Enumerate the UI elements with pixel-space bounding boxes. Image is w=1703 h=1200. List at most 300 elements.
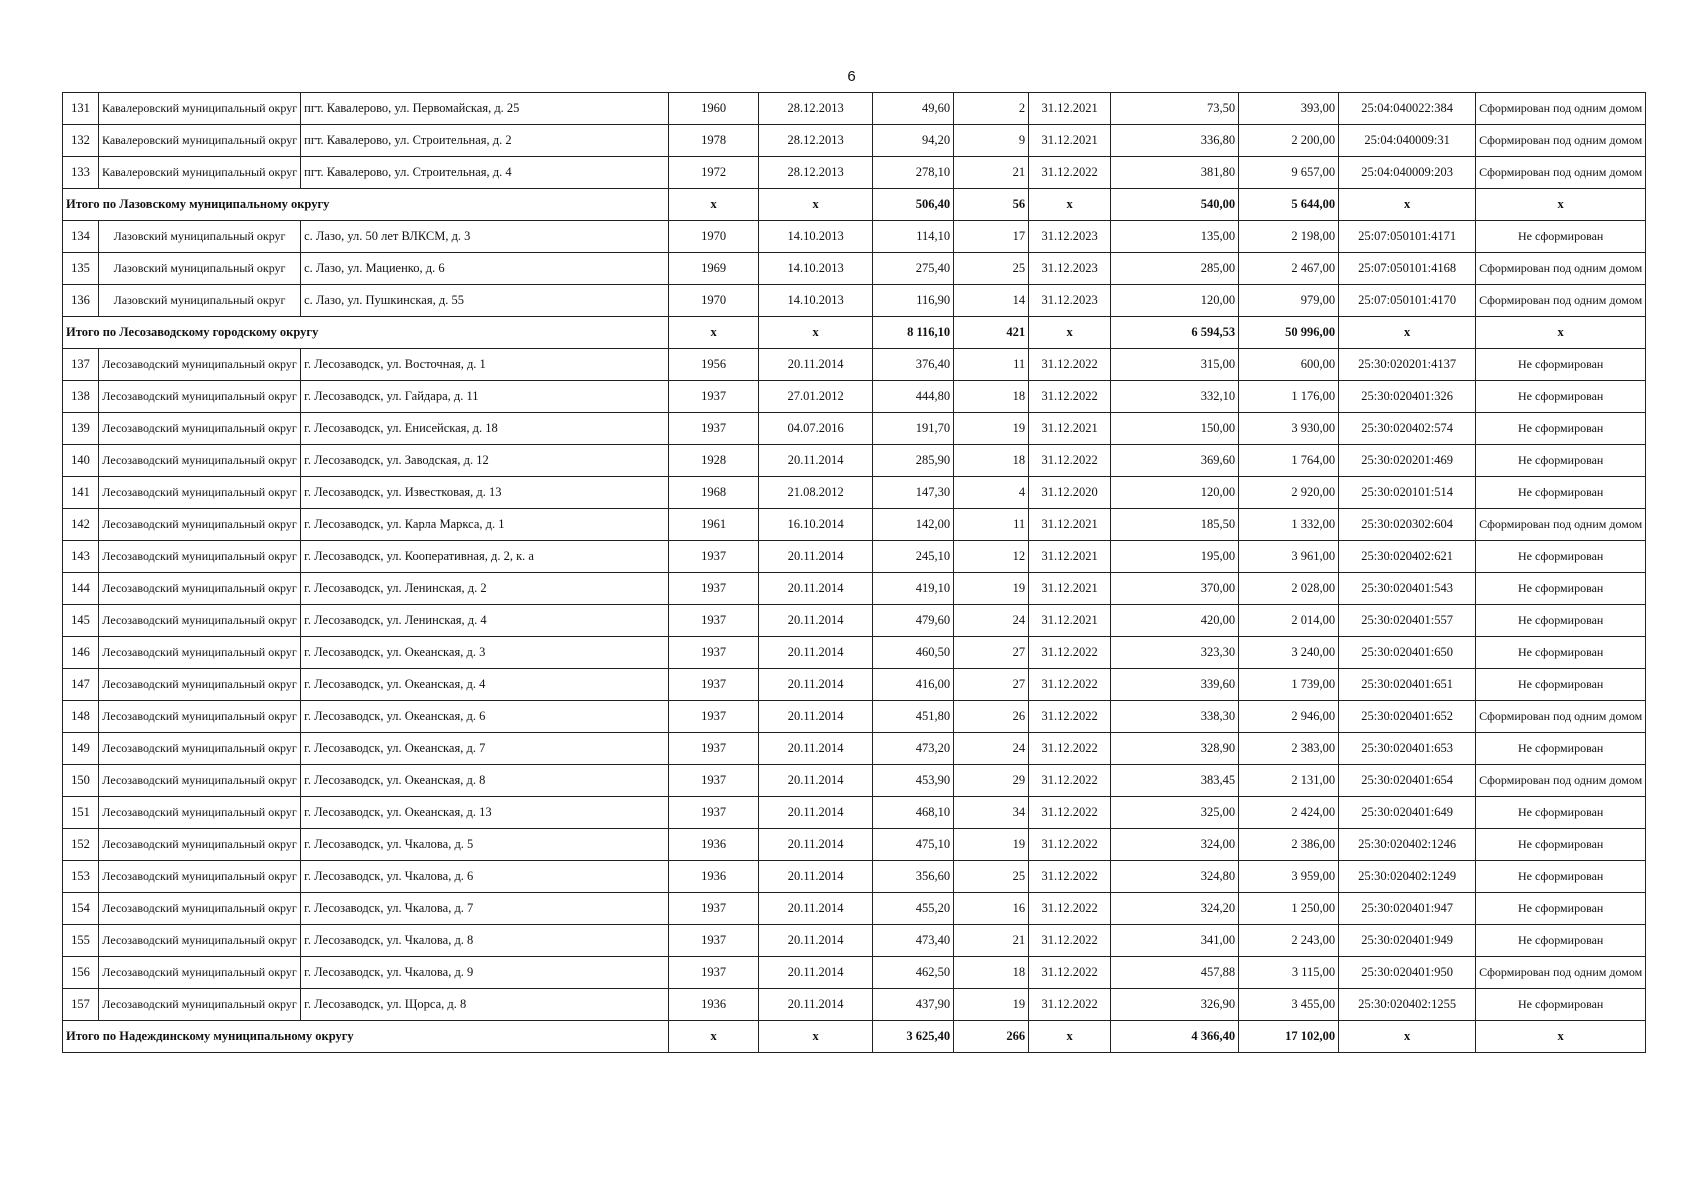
cadastral-number-cell: 25:04:040009:203 xyxy=(1339,157,1476,189)
municipality-cell: Кавалеровский муниципальный округ xyxy=(99,93,301,125)
table-row xyxy=(63,989,1646,1021)
land-status-cell: Не сформирован xyxy=(1476,541,1646,573)
plan-area-cell: 341,00 xyxy=(1111,925,1239,957)
date-cell: 20.11.2014 xyxy=(759,765,873,797)
year-cell: 1937 xyxy=(669,605,759,637)
land-status-cell: Сформирован под одним домом xyxy=(1476,765,1646,797)
date-cell: 20.11.2014 xyxy=(759,573,873,605)
total-residents-cell: 266 xyxy=(954,1021,1029,1053)
address-cell: г. Лесозаводск, ул. Чкалова, д. 6 xyxy=(301,861,669,893)
plan-area-cell: 120,00 xyxy=(1111,285,1239,317)
residents-cell: 25 xyxy=(954,253,1029,285)
municipality-cell: Лесозаводский муниципальный округ xyxy=(99,509,301,541)
plan-area-cell: 73,50 xyxy=(1111,93,1239,125)
address-cell: г. Лесозаводск, ул. Чкалова, д. 5 xyxy=(301,829,669,861)
address-cell: г. Лесозаводск, ул. Щорса, д. 8 xyxy=(301,989,669,1021)
table-row xyxy=(63,221,1646,253)
residents-cell: 21 xyxy=(954,157,1029,189)
plan-date-cell: 31.12.2022 xyxy=(1029,157,1111,189)
plan-area-cell: 323,30 xyxy=(1111,637,1239,669)
address-cell: г. Лесозаводск, ул. Океанская, д. 13 xyxy=(301,797,669,829)
year-cell: 1936 xyxy=(669,829,759,861)
plan-area-cell: 135,00 xyxy=(1111,221,1239,253)
residents-cell: 11 xyxy=(954,349,1029,381)
land-area-cell: 3 115,00 xyxy=(1239,957,1339,989)
area-cell: 416,00 xyxy=(873,669,954,701)
date-cell: 20.11.2014 xyxy=(759,925,873,957)
plan-date-cell: 31.12.2022 xyxy=(1029,349,1111,381)
subtotal-row xyxy=(63,1021,1646,1053)
plan-date-cell: 31.12.2022 xyxy=(1029,797,1111,829)
land-area-cell: 2 014,00 xyxy=(1239,605,1339,637)
address-cell: г. Лесозаводск, ул. Океанская, д. 4 xyxy=(301,669,669,701)
area-cell: 475,10 xyxy=(873,829,954,861)
cadastral-number-cell: 25:30:020402:1255 xyxy=(1339,989,1476,1021)
land-area-cell: 1 739,00 xyxy=(1239,669,1339,701)
date-cell: 20.11.2014 xyxy=(759,349,873,381)
row-number: 145 xyxy=(63,605,99,637)
area-cell: 142,00 xyxy=(873,509,954,541)
row-number: 154 xyxy=(63,893,99,925)
subtotal-row xyxy=(63,189,1646,221)
municipality-cell: Лесозаводский муниципальный округ xyxy=(99,349,301,381)
residents-cell: 24 xyxy=(954,733,1029,765)
cadastral-number-cell: 25:30:020401:543 xyxy=(1339,573,1476,605)
residents-cell: 18 xyxy=(954,445,1029,477)
total-plan-area-cell: 6 594,53 xyxy=(1111,317,1239,349)
total-plan-area-cell: 540,00 xyxy=(1111,189,1239,221)
residents-cell: 19 xyxy=(954,989,1029,1021)
residents-cell: 21 xyxy=(954,925,1029,957)
address-cell: с. Лазо, ул. 50 лет ВЛКСМ, д. 3 xyxy=(301,221,669,253)
plan-area-cell: 338,30 xyxy=(1111,701,1239,733)
land-area-cell: 2 424,00 xyxy=(1239,797,1339,829)
cadastral-number-cell: 25:04:040009:31 xyxy=(1339,125,1476,157)
address-cell: с. Лазо, ул. Пушкинская, д. 55 xyxy=(301,285,669,317)
date-cell: 28.12.2013 xyxy=(759,125,873,157)
row-number: 134 xyxy=(63,221,99,253)
municipality-cell: Лесозаводский муниципальный округ xyxy=(99,445,301,477)
area-cell: 147,30 xyxy=(873,477,954,509)
residents-cell: 27 xyxy=(954,669,1029,701)
plan-date-cell: 31.12.2022 xyxy=(1029,765,1111,797)
area-cell: 191,70 xyxy=(873,413,954,445)
land-status-cell: Сформирован под одним домом xyxy=(1476,701,1646,733)
year-cell: 1937 xyxy=(669,957,759,989)
plan-date-cell: 31.12.2023 xyxy=(1029,253,1111,285)
land-area-cell: 2 920,00 xyxy=(1239,477,1339,509)
table-row xyxy=(63,733,1646,765)
land-status-cell: Не сформирован xyxy=(1476,445,1646,477)
table-row xyxy=(63,349,1646,381)
land-area-cell: 2 028,00 xyxy=(1239,573,1339,605)
total-area-cell: 506,40 xyxy=(873,189,954,221)
total-plan-date-cell: x xyxy=(1029,189,1111,221)
land-status-cell: Не сформирован xyxy=(1476,669,1646,701)
municipality-cell: Лесозаводский муниципальный округ xyxy=(99,669,301,701)
address-cell: г. Лесозаводск, ул. Гайдара, д. 11 xyxy=(301,381,669,413)
plan-area-cell: 328,90 xyxy=(1111,733,1239,765)
municipality-cell: Лесозаводский муниципальный округ xyxy=(99,829,301,861)
total-date-cell: x xyxy=(759,189,873,221)
land-status-cell: Сформирован под одним домом xyxy=(1476,285,1646,317)
area-cell: 455,20 xyxy=(873,893,954,925)
date-cell: 14.10.2013 xyxy=(759,221,873,253)
year-cell: 1937 xyxy=(669,797,759,829)
plan-area-cell: 370,00 xyxy=(1111,573,1239,605)
land-status-cell: Не сформирован xyxy=(1476,733,1646,765)
municipality-cell: Лесозаводский муниципальный округ xyxy=(99,989,301,1021)
total-cadastral-cell: x xyxy=(1339,317,1476,349)
municipality-cell: Лесозаводский муниципальный округ xyxy=(99,477,301,509)
area-cell: 473,40 xyxy=(873,925,954,957)
table-row xyxy=(63,605,1646,637)
cadastral-number-cell: 25:30:020401:653 xyxy=(1339,733,1476,765)
subtotal-label: Итого по Надеждинскому муниципальному округу xyxy=(63,1021,669,1053)
cadastral-number-cell: 25:07:050101:4168 xyxy=(1339,253,1476,285)
date-cell: 20.11.2014 xyxy=(759,861,873,893)
cadastral-number-cell: 25:30:020402:1249 xyxy=(1339,861,1476,893)
residents-cell: 9 xyxy=(954,125,1029,157)
plan-area-cell: 457,88 xyxy=(1111,957,1239,989)
plan-area-cell: 381,80 xyxy=(1111,157,1239,189)
table-row xyxy=(63,285,1646,317)
row-number: 155 xyxy=(63,925,99,957)
address-cell: г. Лесозаводск, ул. Кооперативная, д. 2, к. а xyxy=(301,541,669,573)
plan-date-cell: 31.12.2021 xyxy=(1029,413,1111,445)
cadastral-number-cell: 25:04:040022:384 xyxy=(1339,93,1476,125)
year-cell: 1978 xyxy=(669,125,759,157)
area-cell: 419,10 xyxy=(873,573,954,605)
total-year-cell: x xyxy=(669,317,759,349)
date-cell: 20.11.2014 xyxy=(759,797,873,829)
year-cell: 1928 xyxy=(669,445,759,477)
area-cell: 285,90 xyxy=(873,445,954,477)
land-area-cell: 2 946,00 xyxy=(1239,701,1339,733)
date-cell: 28.12.2013 xyxy=(759,157,873,189)
area-cell: 275,40 xyxy=(873,253,954,285)
table-row xyxy=(63,509,1646,541)
land-status-cell: Не сформирован xyxy=(1476,989,1646,1021)
municipality-cell: Лесозаводский муниципальный округ xyxy=(99,797,301,829)
municipality-cell: Лазовский муниципальный округ xyxy=(99,253,301,285)
address-cell: г. Лесозаводск, ул. Океанская, д. 6 xyxy=(301,701,669,733)
plan-date-cell: 31.12.2021 xyxy=(1029,125,1111,157)
land-status-cell: Сформирован под одним домом xyxy=(1476,957,1646,989)
plan-area-cell: 336,80 xyxy=(1111,125,1239,157)
plan-area-cell: 120,00 xyxy=(1111,477,1239,509)
total-year-cell: x xyxy=(669,189,759,221)
row-number: 149 xyxy=(63,733,99,765)
address-cell: г. Лесозаводск, ул. Чкалова, д. 7 xyxy=(301,893,669,925)
municipality-cell: Лесозаводский муниципальный округ xyxy=(99,893,301,925)
area-cell: 444,80 xyxy=(873,381,954,413)
residents-cell: 19 xyxy=(954,573,1029,605)
municipality-cell: Лазовский муниципальный округ xyxy=(99,221,301,253)
plan-area-cell: 185,50 xyxy=(1111,509,1239,541)
year-cell: 1937 xyxy=(669,669,759,701)
residents-cell: 34 xyxy=(954,797,1029,829)
table-row xyxy=(63,957,1646,989)
year-cell: 1972 xyxy=(669,157,759,189)
cadastral-number-cell: 25:30:020201:469 xyxy=(1339,445,1476,477)
year-cell: 1969 xyxy=(669,253,759,285)
date-cell: 14.10.2013 xyxy=(759,253,873,285)
plan-date-cell: 31.12.2022 xyxy=(1029,989,1111,1021)
land-status-cell: Сформирован под одним домом xyxy=(1476,93,1646,125)
land-status-cell: Не сформирован xyxy=(1476,349,1646,381)
total-residents-cell: 421 xyxy=(954,317,1029,349)
year-cell: 1937 xyxy=(669,925,759,957)
residents-cell: 27 xyxy=(954,637,1029,669)
residents-cell: 26 xyxy=(954,701,1029,733)
cadastral-number-cell: 25:30:020201:4137 xyxy=(1339,349,1476,381)
address-cell: с. Лазо, ул. Мациенко, д. 6 xyxy=(301,253,669,285)
cadastral-number-cell: 25:07:050101:4171 xyxy=(1339,221,1476,253)
address-cell: г. Лесозаводск, ул. Океанская, д. 3 xyxy=(301,637,669,669)
total-year-cell: x xyxy=(669,1021,759,1053)
address-cell: г. Лесозаводск, ул. Чкалова, д. 8 xyxy=(301,925,669,957)
total-plan-date-cell: x xyxy=(1029,317,1111,349)
address-cell: г. Лесозаводск, ул. Известковая, д. 13 xyxy=(301,477,669,509)
cadastral-number-cell: 25:30:020401:949 xyxy=(1339,925,1476,957)
area-cell: 460,50 xyxy=(873,637,954,669)
cadastral-number-cell: 25:07:050101:4170 xyxy=(1339,285,1476,317)
year-cell: 1937 xyxy=(669,381,759,413)
row-number: 147 xyxy=(63,669,99,701)
area-cell: 376,40 xyxy=(873,349,954,381)
residents-cell: 18 xyxy=(954,381,1029,413)
plan-area-cell: 324,20 xyxy=(1111,893,1239,925)
land-area-cell: 3 240,00 xyxy=(1239,637,1339,669)
year-cell: 1937 xyxy=(669,765,759,797)
row-number: 156 xyxy=(63,957,99,989)
land-area-cell: 3 959,00 xyxy=(1239,861,1339,893)
date-cell: 20.11.2014 xyxy=(759,637,873,669)
plan-area-cell: 195,00 xyxy=(1111,541,1239,573)
area-cell: 278,10 xyxy=(873,157,954,189)
table-row xyxy=(63,125,1646,157)
year-cell: 1936 xyxy=(669,861,759,893)
table-body xyxy=(63,93,1646,1053)
municipality-cell: Лесозаводский муниципальный округ xyxy=(99,957,301,989)
year-cell: 1956 xyxy=(669,349,759,381)
table-row xyxy=(63,861,1646,893)
area-cell: 116,90 xyxy=(873,285,954,317)
page-number: 6 xyxy=(847,68,856,85)
address-cell: г. Лесозаводск, ул. Ленинская, д. 4 xyxy=(301,605,669,637)
cadastral-number-cell: 25:30:020401:950 xyxy=(1339,957,1476,989)
date-cell: 21.08.2012 xyxy=(759,477,873,509)
residents-cell: 19 xyxy=(954,829,1029,861)
cadastral-number-cell: 25:30:020401:326 xyxy=(1339,381,1476,413)
year-cell: 1937 xyxy=(669,541,759,573)
plan-date-cell: 31.12.2022 xyxy=(1029,701,1111,733)
land-area-cell: 2 243,00 xyxy=(1239,925,1339,957)
total-status-cell: x xyxy=(1476,317,1646,349)
land-status-cell: Сформирован под одним домом xyxy=(1476,509,1646,541)
municipality-cell: Лесозаводский муниципальный округ xyxy=(99,381,301,413)
table-row xyxy=(63,253,1646,285)
date-cell: 20.11.2014 xyxy=(759,893,873,925)
land-status-cell: Не сформирован xyxy=(1476,381,1646,413)
cadastral-number-cell: 25:30:020402:1246 xyxy=(1339,829,1476,861)
subtotal-label: Итого по Лазовскому муниципальному округу xyxy=(63,189,669,221)
total-plan-area-cell: 4 366,40 xyxy=(1111,1021,1239,1053)
plan-date-cell: 31.12.2022 xyxy=(1029,381,1111,413)
plan-date-cell: 31.12.2022 xyxy=(1029,669,1111,701)
land-area-cell: 1 176,00 xyxy=(1239,381,1339,413)
cadastral-number-cell: 25:30:020402:621 xyxy=(1339,541,1476,573)
table-row xyxy=(63,925,1646,957)
area-cell: 114,10 xyxy=(873,221,954,253)
municipality-cell: Лесозаводский муниципальный округ xyxy=(99,765,301,797)
year-cell: 1970 xyxy=(669,221,759,253)
date-cell: 04.07.2016 xyxy=(759,413,873,445)
cadastral-number-cell: 25:30:020401:650 xyxy=(1339,637,1476,669)
plan-date-cell: 31.12.2022 xyxy=(1029,957,1111,989)
residents-cell: 29 xyxy=(954,765,1029,797)
total-cadastral-cell: x xyxy=(1339,189,1476,221)
land-area-cell: 2 386,00 xyxy=(1239,829,1339,861)
plan-area-cell: 332,10 xyxy=(1111,381,1239,413)
land-status-cell: Не сформирован xyxy=(1476,413,1646,445)
land-area-cell: 2 467,00 xyxy=(1239,253,1339,285)
plan-area-cell: 285,00 xyxy=(1111,253,1239,285)
area-cell: 356,60 xyxy=(873,861,954,893)
residents-cell: 14 xyxy=(954,285,1029,317)
plan-date-cell: 31.12.2022 xyxy=(1029,637,1111,669)
land-status-cell: Не сформирован xyxy=(1476,893,1646,925)
table-row xyxy=(63,701,1646,733)
land-status-cell: Не сформирован xyxy=(1476,605,1646,637)
land-status-cell: Не сформирован xyxy=(1476,925,1646,957)
row-number: 142 xyxy=(63,509,99,541)
total-area-cell: 8 116,10 xyxy=(873,317,954,349)
cadastral-number-cell: 25:30:020302:604 xyxy=(1339,509,1476,541)
date-cell: 20.11.2014 xyxy=(759,445,873,477)
date-cell: 20.11.2014 xyxy=(759,829,873,861)
cadastral-number-cell: 25:30:020101:514 xyxy=(1339,477,1476,509)
municipality-cell: Лесозаводский муниципальный округ xyxy=(99,573,301,605)
year-cell: 1961 xyxy=(669,509,759,541)
address-cell: г. Лесозаводск, ул. Ленинская, д. 2 xyxy=(301,573,669,605)
address-cell: пгт. Кавалерово, ул. Строительная, д. 4 xyxy=(301,157,669,189)
land-area-cell: 1 332,00 xyxy=(1239,509,1339,541)
address-cell: г. Лесозаводск, ул. Карла Маркса, д. 1 xyxy=(301,509,669,541)
land-status-cell: Не сформирован xyxy=(1476,829,1646,861)
date-cell: 20.11.2014 xyxy=(759,989,873,1021)
plan-date-cell: 31.12.2021 xyxy=(1029,605,1111,637)
address-cell: г. Лесозаводск, ул. Восточная, д. 1 xyxy=(301,349,669,381)
total-residents-cell: 56 xyxy=(954,189,1029,221)
land-area-cell: 2 200,00 xyxy=(1239,125,1339,157)
table-row xyxy=(63,541,1646,573)
year-cell: 1970 xyxy=(669,285,759,317)
residents-cell: 12 xyxy=(954,541,1029,573)
cadastral-number-cell: 25:30:020401:654 xyxy=(1339,765,1476,797)
row-number: 140 xyxy=(63,445,99,477)
residents-cell: 2 xyxy=(954,93,1029,125)
date-cell: 14.10.2013 xyxy=(759,285,873,317)
plan-date-cell: 31.12.2023 xyxy=(1029,285,1111,317)
area-cell: 473,20 xyxy=(873,733,954,765)
table-row xyxy=(63,797,1646,829)
plan-area-cell: 315,00 xyxy=(1111,349,1239,381)
address-cell: г. Лесозаводск, ул. Енисейская, д. 18 xyxy=(301,413,669,445)
year-cell: 1937 xyxy=(669,893,759,925)
plan-area-cell: 150,00 xyxy=(1111,413,1239,445)
area-cell: 479,60 xyxy=(873,605,954,637)
residents-cell: 4 xyxy=(954,477,1029,509)
plan-date-cell: 31.12.2020 xyxy=(1029,477,1111,509)
table-row xyxy=(63,637,1646,669)
land-area-cell: 1 764,00 xyxy=(1239,445,1339,477)
row-number: 150 xyxy=(63,765,99,797)
table-row xyxy=(63,157,1646,189)
date-cell: 27.01.2012 xyxy=(759,381,873,413)
cadastral-number-cell: 25:30:020401:652 xyxy=(1339,701,1476,733)
year-cell: 1936 xyxy=(669,989,759,1021)
municipality-cell: Лазовский муниципальный округ xyxy=(99,285,301,317)
residents-cell: 18 xyxy=(954,957,1029,989)
total-area-cell: 3 625,40 xyxy=(873,1021,954,1053)
row-number: 143 xyxy=(63,541,99,573)
residents-cell: 16 xyxy=(954,893,1029,925)
land-status-cell: Сформирован под одним домом xyxy=(1476,125,1646,157)
date-cell: 28.12.2013 xyxy=(759,93,873,125)
date-cell: 20.11.2014 xyxy=(759,733,873,765)
table-row xyxy=(63,477,1646,509)
table-row xyxy=(63,445,1646,477)
plan-date-cell: 31.12.2022 xyxy=(1029,861,1111,893)
municipality-cell: Лесозаводский муниципальный округ xyxy=(99,733,301,765)
plan-date-cell: 31.12.2021 xyxy=(1029,541,1111,573)
total-date-cell: x xyxy=(759,317,873,349)
land-area-cell: 393,00 xyxy=(1239,93,1339,125)
land-area-cell: 2 131,00 xyxy=(1239,765,1339,797)
residents-cell: 25 xyxy=(954,861,1029,893)
area-cell: 451,80 xyxy=(873,701,954,733)
subtotal-label: Итого по Лесозаводскому городскому округу xyxy=(63,317,669,349)
land-area-cell: 600,00 xyxy=(1239,349,1339,381)
plan-area-cell: 420,00 xyxy=(1111,605,1239,637)
residents-cell: 19 xyxy=(954,413,1029,445)
area-cell: 468,10 xyxy=(873,797,954,829)
date-cell: 16.10.2014 xyxy=(759,509,873,541)
area-cell: 453,90 xyxy=(873,765,954,797)
row-number: 141 xyxy=(63,477,99,509)
year-cell: 1937 xyxy=(669,573,759,605)
year-cell: 1937 xyxy=(669,733,759,765)
date-cell: 20.11.2014 xyxy=(759,605,873,637)
land-area-cell: 3 961,00 xyxy=(1239,541,1339,573)
year-cell: 1937 xyxy=(669,413,759,445)
municipality-cell: Лесозаводский муниципальный округ xyxy=(99,701,301,733)
address-cell: г. Лесозаводск, ул. Океанская, д. 7 xyxy=(301,733,669,765)
cadastral-number-cell: 25:30:020401:649 xyxy=(1339,797,1476,829)
row-number: 148 xyxy=(63,701,99,733)
address-cell: пгт. Кавалерово, ул. Строительная, д. 2 xyxy=(301,125,669,157)
row-number: 157 xyxy=(63,989,99,1021)
land-status-cell: Не сформирован xyxy=(1476,861,1646,893)
row-number: 153 xyxy=(63,861,99,893)
land-status-cell: Не сформирован xyxy=(1476,573,1646,605)
land-status-cell: Не сформирован xyxy=(1476,221,1646,253)
total-plan-date-cell: x xyxy=(1029,1021,1111,1053)
total-status-cell: x xyxy=(1476,1021,1646,1053)
plan-date-cell: 31.12.2022 xyxy=(1029,925,1111,957)
